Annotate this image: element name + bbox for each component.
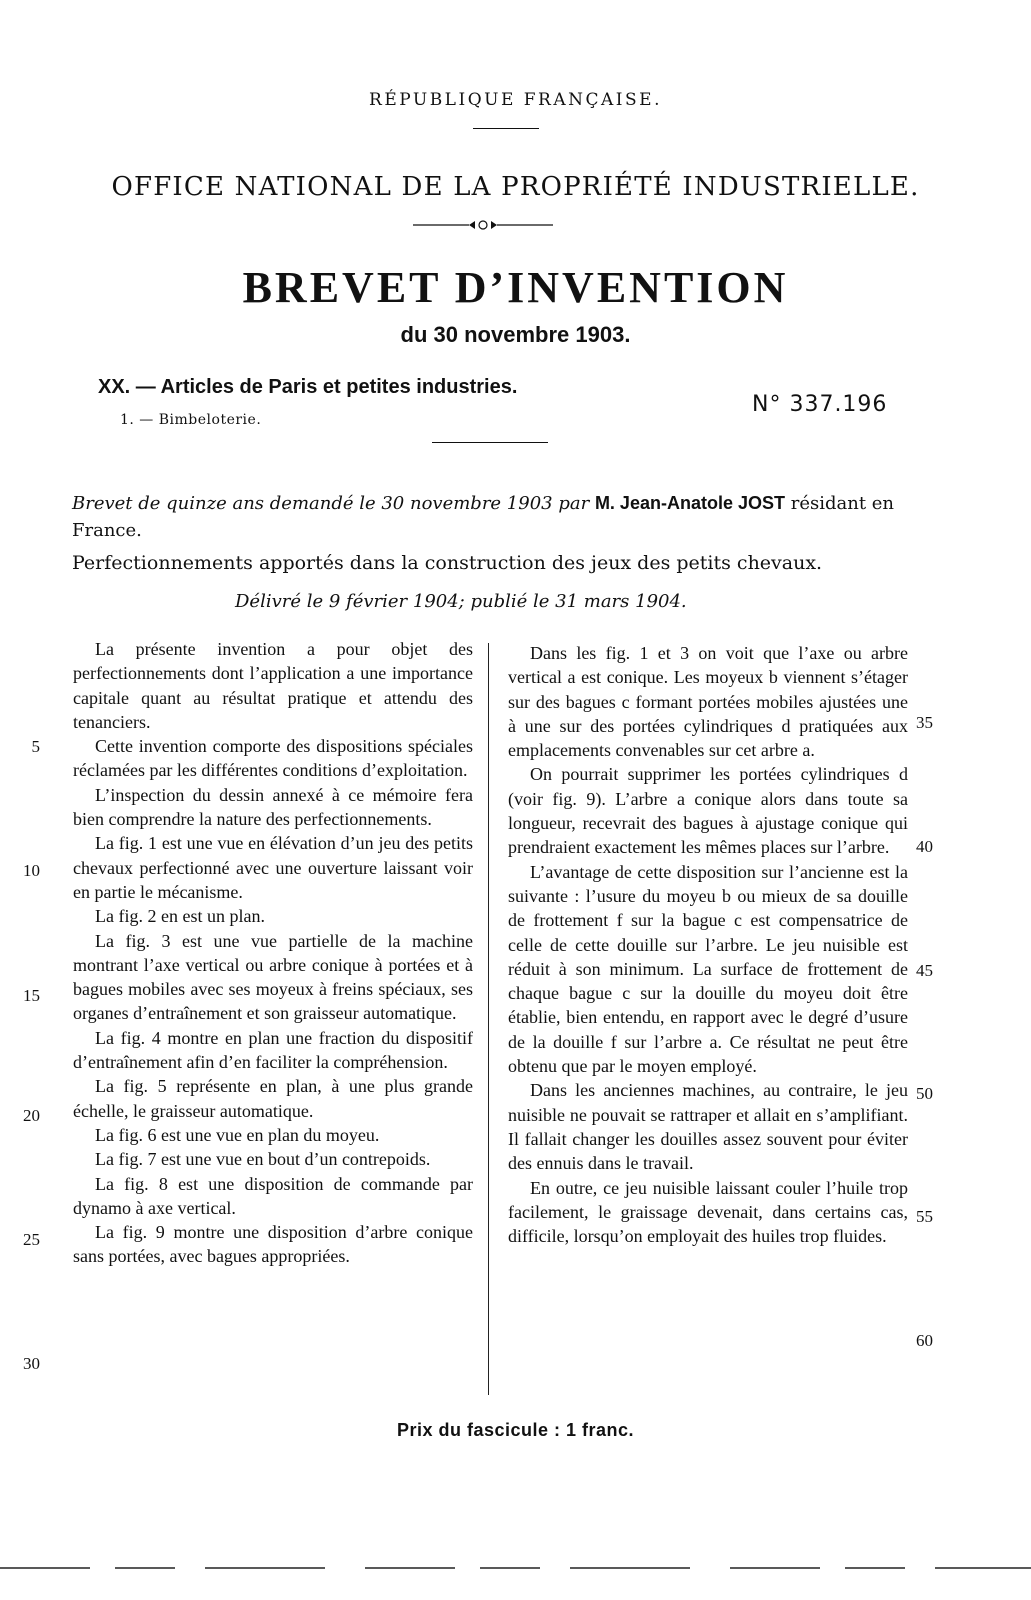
price-line: Prix du fascicule : 1 franc. — [396, 1420, 635, 1440]
line-number: 45 — [916, 961, 933, 980]
paragraph: La fig. 2 en est un plan. — [95, 906, 265, 927]
line-number: 5 — [31, 737, 40, 756]
request-italic: Brevet de quinze ans demandé le 30 novembre 1903 par — [72, 493, 590, 514]
paragraph: La fig. 4 montre en plan une fraction du dispositif d’entraînement afin d’en faciliter la compréhension. — [73, 1027, 473, 1073]
line-number: 50 — [916, 1084, 933, 1103]
right-column — [508, 641, 908, 1248]
line-number: 55 — [916, 1207, 933, 1226]
line-number: 30 — [23, 1354, 40, 1373]
request-line — [72, 490, 952, 544]
column-divider — [488, 643, 489, 1395]
paragraph: La fig. 3 est une vue partielle de la machine montrant l’axe vertical ou arbre conique à portées et à bagues mobiles avec ses moyeux à freins spéciaux, ses organes d’entraînement et son graisseur automatique. — [73, 930, 473, 1024]
classification-main: XX. — Articles de Paris et petites industries. — [98, 376, 518, 398]
paragraph: En outre, ce jeu nuisible laissant couler l’huile trop facilement, le graissage devenait, dans certains cas, difficile, lorsqu’on employait des huiles trop fluides. — [508, 1177, 908, 1247]
paragraph: La fig. 8 est une disposition de commande par dynamo à axe vertical. — [73, 1173, 473, 1218]
header-rule — [473, 128, 539, 129]
paragraph: On pourrait supprimer les portées cylindriques d (voir fig. 9). L’arbre a conique alors dans toute sa longueur, recevrait des bagues à ajustage conique qui prendraient exactement les mêmes places sur l’arbre. — [508, 764, 908, 858]
delivered-text: Délivré le 9 février 1904; publié le 31 mars 1904. — [235, 591, 687, 612]
patent-date: du 30 novembre 1903. — [400, 322, 631, 347]
paragraph: La fig. 1 est une vue en élévation d’un jeu des petits chevaux perfectionné avec une ouverture laissant voir en partie le mécanisme. — [73, 833, 473, 902]
line-number: 40 — [916, 837, 933, 856]
line-number: 35 — [916, 713, 933, 732]
paragraph: La fig. 5 représente en plan, à une plus grande échelle, le graisseur automatique. — [73, 1076, 473, 1121]
paragraph: La fig. 9 montre une disposition d’arbre conique sans portées, avec bagues appropriées. — [73, 1222, 473, 1267]
classification-rule — [432, 442, 548, 443]
left-column — [73, 637, 473, 1269]
paragraph: La fig. 7 est une vue en bout d’un contrepoids. — [95, 1149, 431, 1170]
paragraph: La fig. 6 est une vue en plan du moyeu. — [95, 1124, 380, 1145]
line-number: 25 — [23, 1230, 40, 1249]
line-number: 60 — [916, 1331, 933, 1350]
paragraph: La présente invention a pour objet des perfectionnements dont l’application a une importance capitale quant au résultat pratique et attendu des tenanciers. — [73, 639, 473, 732]
paragraph: Dans les fig. 1 et 3 on voit que l’axe ou arbre vertical a est conique. Les moyeux b viennent s’étager sur des bagues c formant portées mobiles ajustées une à une sur des portées cylindriques d pratiquées aux emplacements convenables sur cet arbre a. — [508, 643, 908, 761]
line-number: 10 — [23, 861, 40, 880]
ornament-divider — [413, 218, 553, 232]
line-number: 15 — [23, 986, 40, 1005]
paragraph: L’inspection du dessin annexé à ce mémoire fera bien comprendre la nature des perfectionnements. — [73, 784, 473, 830]
footer-rule — [0, 1565, 1031, 1573]
paragraph: Cette invention comporte des dispositions spéciales réclamées par les différentes conditions d’exploitation. — [73, 736, 473, 781]
paragraph: Dans les anciennes machines, au contraire, le jeu nuisible ne pouvait se rattraper et allait en s’amplifiant. Il fallait changer les douilles assez souvent pour éviter des ennuis dans le travail. — [508, 1080, 908, 1174]
paragraph: L’avantage de cette disposition sur l’ancienne est la suivante : l’usure du moyeu b ou mieux de sa douille de frottement f sur la bague c est compensatrice de celle de cette douille sur l’arbre. Le jeu nuisible est réduit à son minimum. La surface de frottement de chaque bague c sur la douille du moyeu doit être établie, bien entendu, en rapport avec le degré d’usure de la douille f sur l’arbre a. Ce résultat ne peut être obtenu que par le moyen employé. — [508, 861, 908, 1077]
office-heading: OFFICE NATIONAL DE LA PROPRIÉTÉ INDUSTRIELLE. — [111, 172, 920, 202]
classification-sub: 1. — Bimbeloterie. — [120, 412, 262, 428]
residence: résidant en France. — [72, 493, 895, 541]
patent-title: BREVET D’INVENTION — [242, 263, 789, 312]
invention-title: Perfectionnements apportés dans la construction des jeux des petits chevaux. — [72, 552, 823, 574]
patent-number: N° 337.196 — [752, 392, 888, 417]
line-number: 20 — [23, 1106, 40, 1125]
republique-heading: RÉPUBLIQUE FRANÇAISE. — [369, 90, 662, 110]
delivered-line — [235, 591, 687, 612]
applicant-name: M. Jean-Anatole JOST — [594, 493, 785, 513]
